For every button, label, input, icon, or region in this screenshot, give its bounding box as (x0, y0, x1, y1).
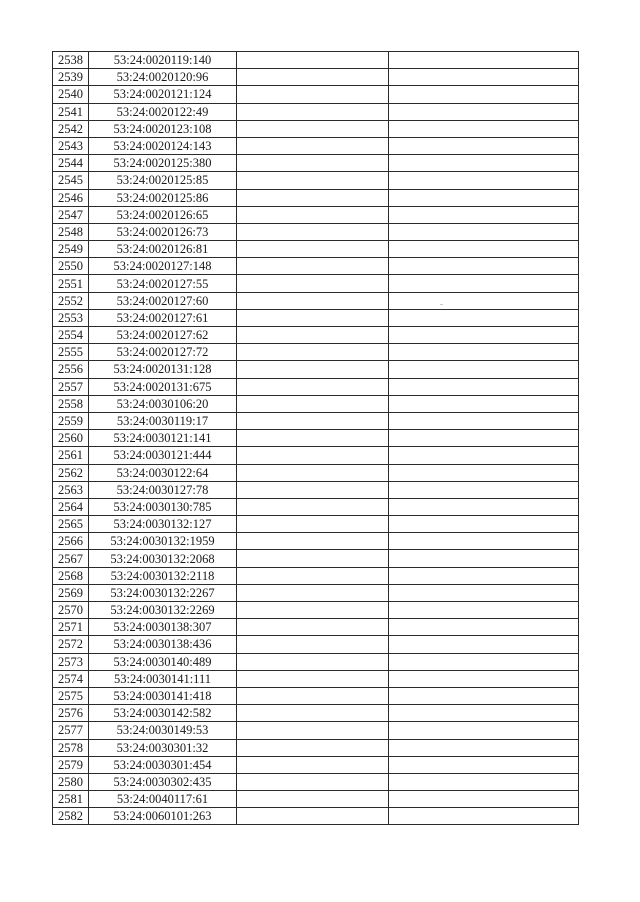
empty-cell-col4 (389, 275, 579, 292)
empty-cell-col4 (389, 292, 579, 309)
table-row (53, 155, 579, 172)
cadastral-number-cell: 53:24:0030132:1959 (89, 533, 237, 550)
table-row (53, 430, 579, 447)
empty-cell-col4 (389, 773, 579, 790)
empty-cell-col3 (237, 653, 389, 670)
empty-cell-col3 (237, 498, 389, 515)
empty-cell-col4 (389, 223, 579, 240)
row-number-cell: 2544 (53, 155, 89, 172)
empty-cell-col4 (389, 86, 579, 103)
table-row (53, 705, 579, 722)
empty-cell-col3 (237, 705, 389, 722)
cadastral-number-cell: 53:24:0030121:444 (89, 447, 237, 464)
row-number-cell: 2579 (53, 756, 89, 773)
empty-cell-col4 (389, 602, 579, 619)
cadastral-number-cell: 53:24:0020126:81 (89, 241, 237, 258)
row-number-cell: 2578 (53, 739, 89, 756)
table-row (53, 327, 579, 344)
empty-cell-col4 (389, 447, 579, 464)
empty-cell-col3 (237, 395, 389, 412)
row-number-cell: 2553 (53, 309, 89, 326)
table-row (53, 395, 579, 412)
row-number-cell: 2540 (53, 86, 89, 103)
empty-cell-col3 (237, 120, 389, 137)
table-row (53, 498, 579, 515)
row-number-cell: 2546 (53, 189, 89, 206)
empty-cell-col3 (237, 275, 389, 292)
empty-cell-col3 (237, 670, 389, 687)
empty-cell-col3 (237, 687, 389, 704)
empty-cell-col3 (237, 206, 389, 223)
table-row (53, 567, 579, 584)
empty-cell-col3 (237, 327, 389, 344)
row-number-cell: 2556 (53, 361, 89, 378)
empty-cell-col3 (237, 773, 389, 790)
row-number-cell: 2545 (53, 172, 89, 189)
cadastral-number-cell: 53:24:0030132:127 (89, 516, 237, 533)
row-number-cell: 2567 (53, 550, 89, 567)
empty-cell-col4 (389, 189, 579, 206)
row-number-cell: 2571 (53, 619, 89, 636)
cadastral-number-cell: 53:24:0020120:96 (89, 69, 237, 86)
empty-cell-col3 (237, 791, 389, 808)
cadastral-number-cell: 53:24:0030302:435 (89, 773, 237, 790)
table-row (53, 189, 579, 206)
empty-cell-col4 (389, 120, 579, 137)
cadastral-number-cell: 53:24:0020131:128 (89, 361, 237, 378)
row-number-cell: 2539 (53, 69, 89, 86)
empty-cell-col3 (237, 636, 389, 653)
row-number-cell: 2542 (53, 120, 89, 137)
empty-cell-col4 (389, 309, 579, 326)
cadastral-number-cell: 53:24:0030130:785 (89, 498, 237, 515)
scan-speck (440, 304, 443, 305)
cadastral-number-cell: 53:24:0020125:380 (89, 155, 237, 172)
table-row (53, 172, 579, 189)
row-number-cell: 2568 (53, 567, 89, 584)
cadastral-number-cell: 53:24:0020123:108 (89, 120, 237, 137)
cadastral-number-cell: 53:24:0030138:436 (89, 636, 237, 653)
table-row (53, 636, 579, 653)
cadastral-number-cell: 53:24:0020127:61 (89, 309, 237, 326)
row-number-cell: 2557 (53, 378, 89, 395)
table-row (53, 808, 579, 825)
empty-cell-col4 (389, 258, 579, 275)
empty-cell-col4 (389, 516, 579, 533)
empty-cell-col4 (389, 722, 579, 739)
empty-cell-col3 (237, 567, 389, 584)
empty-cell-col4 (389, 687, 579, 704)
row-number-cell: 2551 (53, 275, 89, 292)
table-row (53, 412, 579, 429)
cadastral-number-cell: 53:24:0030140:489 (89, 653, 237, 670)
row-number-cell: 2566 (53, 533, 89, 550)
empty-cell-col4 (389, 584, 579, 601)
row-number-cell: 2563 (53, 481, 89, 498)
empty-cell-col4 (389, 619, 579, 636)
empty-cell-col4 (389, 361, 579, 378)
row-number-cell: 2570 (53, 602, 89, 619)
table-row (53, 86, 579, 103)
row-number-cell: 2558 (53, 395, 89, 412)
empty-cell-col3 (237, 464, 389, 481)
empty-cell-col4 (389, 739, 579, 756)
cadastral-number-cell: 53:24:0030132:2269 (89, 602, 237, 619)
cadastral-number-cell: 53:24:0030122:64 (89, 464, 237, 481)
empty-cell-col4 (389, 481, 579, 498)
empty-cell-col4 (389, 155, 579, 172)
cadastral-number-cell: 53:24:0020125:85 (89, 172, 237, 189)
cadastral-number-cell: 53:24:0030301:32 (89, 739, 237, 756)
cadastral-number-cell: 53:24:0030119:17 (89, 412, 237, 429)
empty-cell-col4 (389, 103, 579, 120)
table-row (53, 756, 579, 773)
empty-cell-col3 (237, 739, 389, 756)
empty-cell-col3 (237, 808, 389, 825)
empty-cell-col3 (237, 344, 389, 361)
cadastral-number-cell: 53:24:0030301:454 (89, 756, 237, 773)
table-row (53, 206, 579, 223)
row-number-cell: 2575 (53, 687, 89, 704)
empty-cell-col3 (237, 533, 389, 550)
cadastral-number-cell: 53:24:0020127:60 (89, 292, 237, 309)
row-number-cell: 2550 (53, 258, 89, 275)
cadastral-number-cell: 53:24:0030138:307 (89, 619, 237, 636)
table-row (53, 120, 579, 137)
table-row (53, 275, 579, 292)
cadastral-number-cell: 53:24:0030142:582 (89, 705, 237, 722)
table-row (53, 241, 579, 258)
table-row (53, 550, 579, 567)
empty-cell-col3 (237, 69, 389, 86)
empty-cell-col4 (389, 636, 579, 653)
table-row (53, 361, 579, 378)
empty-cell-col3 (237, 189, 389, 206)
row-number-cell: 2561 (53, 447, 89, 464)
cadastral-number-cell: 53:24:0020127:72 (89, 344, 237, 361)
empty-cell-col3 (237, 756, 389, 773)
empty-cell-col4 (389, 395, 579, 412)
empty-cell-col4 (389, 464, 579, 481)
table-row (53, 481, 579, 498)
table-row (53, 791, 579, 808)
table-row (53, 103, 579, 120)
table-row (53, 687, 579, 704)
row-number-cell: 2577 (53, 722, 89, 739)
cadastral-number-cell: 53:24:0020127:148 (89, 258, 237, 275)
empty-cell-col3 (237, 430, 389, 447)
empty-cell-col4 (389, 172, 579, 189)
cadastral-number-cell: 53:24:0020127:55 (89, 275, 237, 292)
table-row (53, 52, 579, 69)
empty-cell-col4 (389, 327, 579, 344)
table-row (53, 516, 579, 533)
cadastral-register-table (52, 51, 579, 825)
table-row (53, 292, 579, 309)
row-number-cell: 2582 (53, 808, 89, 825)
table-row (53, 223, 579, 240)
row-number-cell: 2548 (53, 223, 89, 240)
cadastral-number-cell: 53:24:0020125:86 (89, 189, 237, 206)
row-number-cell: 2543 (53, 137, 89, 154)
cadastral-number-cell: 53:24:0020126:65 (89, 206, 237, 223)
cadastral-number-cell: 53:24:0040117:61 (89, 791, 237, 808)
empty-cell-col4 (389, 430, 579, 447)
table-row (53, 533, 579, 550)
empty-cell-col4 (389, 206, 579, 223)
empty-cell-col3 (237, 223, 389, 240)
row-number-cell: 2559 (53, 412, 89, 429)
table-row (53, 670, 579, 687)
empty-cell-col3 (237, 619, 389, 636)
row-number-cell: 2547 (53, 206, 89, 223)
empty-cell-col3 (237, 309, 389, 326)
row-number-cell: 2562 (53, 464, 89, 481)
empty-cell-col4 (389, 550, 579, 567)
row-number-cell: 2580 (53, 773, 89, 790)
empty-cell-col3 (237, 722, 389, 739)
empty-cell-col3 (237, 378, 389, 395)
cadastral-number-cell: 53:24:0030132:2267 (89, 584, 237, 601)
empty-cell-col3 (237, 86, 389, 103)
cadastral-number-cell: 53:24:0030132:2068 (89, 550, 237, 567)
empty-cell-col4 (389, 567, 579, 584)
table-row (53, 309, 579, 326)
cadastral-number-cell: 53:24:0030141:111 (89, 670, 237, 687)
cadastral-number-cell: 53:24:0020122:49 (89, 103, 237, 120)
empty-cell-col4 (389, 808, 579, 825)
empty-cell-col3 (237, 155, 389, 172)
row-number-cell: 2549 (53, 241, 89, 258)
cadastral-number-cell: 53:24:0020126:73 (89, 223, 237, 240)
empty-cell-col4 (389, 791, 579, 808)
empty-cell-col4 (389, 653, 579, 670)
row-number-cell: 2564 (53, 498, 89, 515)
row-number-cell: 2555 (53, 344, 89, 361)
cadastral-number-cell: 53:24:0030149:53 (89, 722, 237, 739)
table-row (53, 653, 579, 670)
empty-cell-col4 (389, 670, 579, 687)
table-row (53, 584, 579, 601)
row-number-cell: 2541 (53, 103, 89, 120)
row-number-cell: 2581 (53, 791, 89, 808)
table-row (53, 447, 579, 464)
cadastral-number-cell: 53:24:0020127:62 (89, 327, 237, 344)
cadastral-number-cell: 53:24:0020121:124 (89, 86, 237, 103)
empty-cell-col4 (389, 344, 579, 361)
cadastral-number-cell: 53:24:0030121:141 (89, 430, 237, 447)
table-row (53, 722, 579, 739)
table-row (53, 739, 579, 756)
empty-cell-col4 (389, 378, 579, 395)
empty-cell-col4 (389, 533, 579, 550)
empty-cell-col3 (237, 258, 389, 275)
row-number-cell: 2565 (53, 516, 89, 533)
empty-cell-col3 (237, 412, 389, 429)
cadastral-number-cell: 53:24:0060101:263 (89, 808, 237, 825)
table-row (53, 464, 579, 481)
empty-cell-col3 (237, 516, 389, 533)
empty-cell-col3 (237, 584, 389, 601)
empty-cell-col3 (237, 550, 389, 567)
empty-cell-col4 (389, 137, 579, 154)
cadastral-number-cell: 53:24:0020131:675 (89, 378, 237, 395)
cadastral-number-cell: 53:24:0030141:418 (89, 687, 237, 704)
empty-cell-col3 (237, 137, 389, 154)
empty-cell-col4 (389, 69, 579, 86)
row-number-cell: 2576 (53, 705, 89, 722)
row-number-cell: 2573 (53, 653, 89, 670)
table-body (53, 52, 579, 825)
empty-cell-col3 (237, 447, 389, 464)
row-number-cell: 2574 (53, 670, 89, 687)
empty-cell-col3 (237, 52, 389, 69)
cadastral-number-cell: 53:24:0020124:143 (89, 137, 237, 154)
row-number-cell: 2560 (53, 430, 89, 447)
row-number-cell: 2552 (53, 292, 89, 309)
empty-cell-col3 (237, 241, 389, 258)
empty-cell-col3 (237, 481, 389, 498)
empty-cell-col4 (389, 241, 579, 258)
table-row (53, 619, 579, 636)
table-row (53, 69, 579, 86)
empty-cell-col4 (389, 498, 579, 515)
cadastral-number-cell: 53:24:0030106:20 (89, 395, 237, 412)
empty-cell-col3 (237, 292, 389, 309)
table-row (53, 258, 579, 275)
cadastral-number-cell: 53:24:0030127:78 (89, 481, 237, 498)
row-number-cell: 2554 (53, 327, 89, 344)
cadastral-number-cell: 53:24:0030132:2118 (89, 567, 237, 584)
empty-cell-col3 (237, 361, 389, 378)
table-row (53, 137, 579, 154)
row-number-cell: 2569 (53, 584, 89, 601)
cadastral-number-cell: 53:24:0020119:140 (89, 52, 237, 69)
empty-cell-col4 (389, 412, 579, 429)
row-number-cell: 2538 (53, 52, 89, 69)
empty-cell-col3 (237, 602, 389, 619)
table-row (53, 378, 579, 395)
table-row (53, 344, 579, 361)
empty-cell-col4 (389, 705, 579, 722)
empty-cell-col4 (389, 52, 579, 69)
empty-cell-col4 (389, 756, 579, 773)
table-row (53, 773, 579, 790)
empty-cell-col3 (237, 172, 389, 189)
empty-cell-col3 (237, 103, 389, 120)
row-number-cell: 2572 (53, 636, 89, 653)
table-row (53, 602, 579, 619)
